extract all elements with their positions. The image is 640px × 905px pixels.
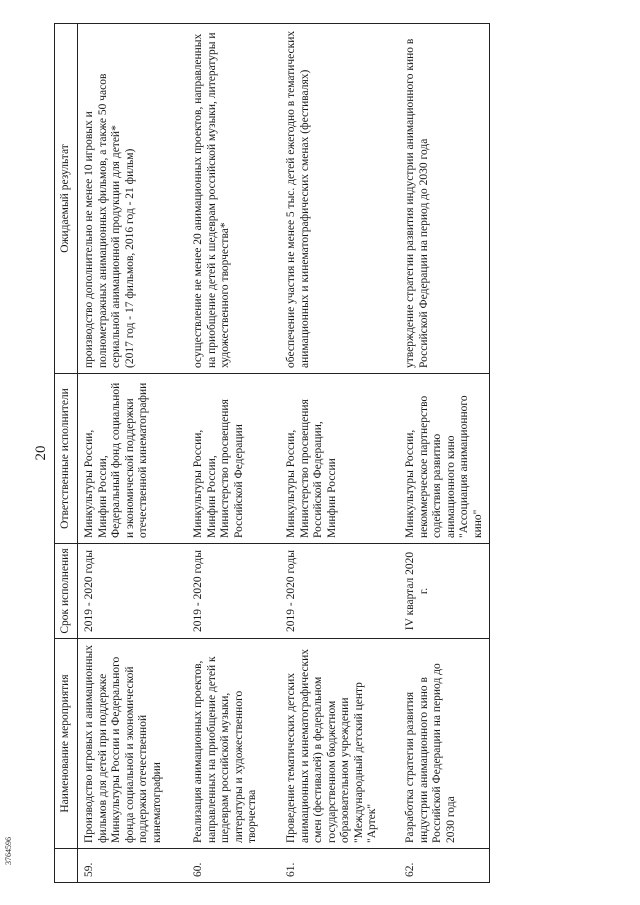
expected-result: утверждение стратегии развития индустрии анимационного кино в Российской Федерации на период до 2030 года xyxy=(399,23,490,373)
activity-name: Разработка стратегии развития индустрии анимационного кино в Российской Федерации на период до 2030 года xyxy=(399,638,490,848)
row-number: 60. xyxy=(187,848,280,882)
term: IV квартал 2020 г. xyxy=(399,543,490,638)
responsible: Минкультуры России, Минфин России, Федеральный фонд социальной и экономической поддержки отечественной кинематографии xyxy=(78,373,188,543)
header-responsible: Ответственные исполнители xyxy=(55,373,78,543)
activity-name: Реализация анимационных проектов, направленных на приобщение детей к шедеврам российской музыки, литературы и художественного творчества xyxy=(187,638,280,848)
activity-name: Проведение тематических детских анимационных и кинематографических смен (фестивалей) в федеральном государственном бюджетном образовательном учреждении "Международный детский центр "Артек" xyxy=(280,638,399,848)
table-row xyxy=(78,23,188,882)
row-number: 61. xyxy=(280,848,399,882)
term: 2019 - 2020 годы xyxy=(187,543,280,638)
header-result: Ожидаемый результат xyxy=(55,23,78,373)
document-code: 3764596 xyxy=(4,837,13,865)
expected-result: обеспечение участия не менее 5 тыс. детей ежегодно в тематических анимационных и кинематографических сменах (фестивалях) xyxy=(280,23,399,373)
responsible: Минкультуры России, Минфин России, Министерство просвещения Российской Федерации xyxy=(187,373,280,543)
table-row xyxy=(280,23,399,882)
row-number: 62. xyxy=(399,848,490,882)
activity-name: Производство игровых и анимационных фильмов для детей при поддержке Минкультуры России и Федерального фонда социальной и экономической поддержки отечественной кинематографии xyxy=(78,638,188,848)
table-row xyxy=(187,23,280,882)
expected-result: осуществление не менее 20 анимационных проектов, направленных на приобщение детей к шедеврам российской музыки, литературы и художественного творчества* xyxy=(187,23,280,373)
term: 2019 - 2020 годы xyxy=(78,543,188,638)
page-number: 20 xyxy=(33,445,49,460)
responsible: Минкультуры России, Министерство просвещения Российской Федерации, Минфин России xyxy=(280,373,399,543)
row-number: 59. xyxy=(78,848,188,882)
header-name: Наименование мероприятия xyxy=(55,638,78,848)
table-row xyxy=(399,23,490,882)
rotated-document-sheet xyxy=(30,23,610,883)
expected-result: производство дополнительно не менее 10 игровых и полнометражных анимационных фильмов, а также 50 часов сериальной анимационной продукции для детей* (2017 год - 17 фильмов, 2016 год - 21 фильм) xyxy=(78,23,188,373)
action-plan-table xyxy=(54,23,490,883)
term: 2019 - 2020 годы xyxy=(280,543,399,638)
responsible: Минкультуры России, некоммерческое партнерство содействия развитию анимационного кино "Ассоциация анимационного кино" xyxy=(399,373,490,543)
header-term: Срок исполнения xyxy=(55,543,78,638)
header-num xyxy=(55,848,78,882)
table-header-row xyxy=(55,23,78,882)
